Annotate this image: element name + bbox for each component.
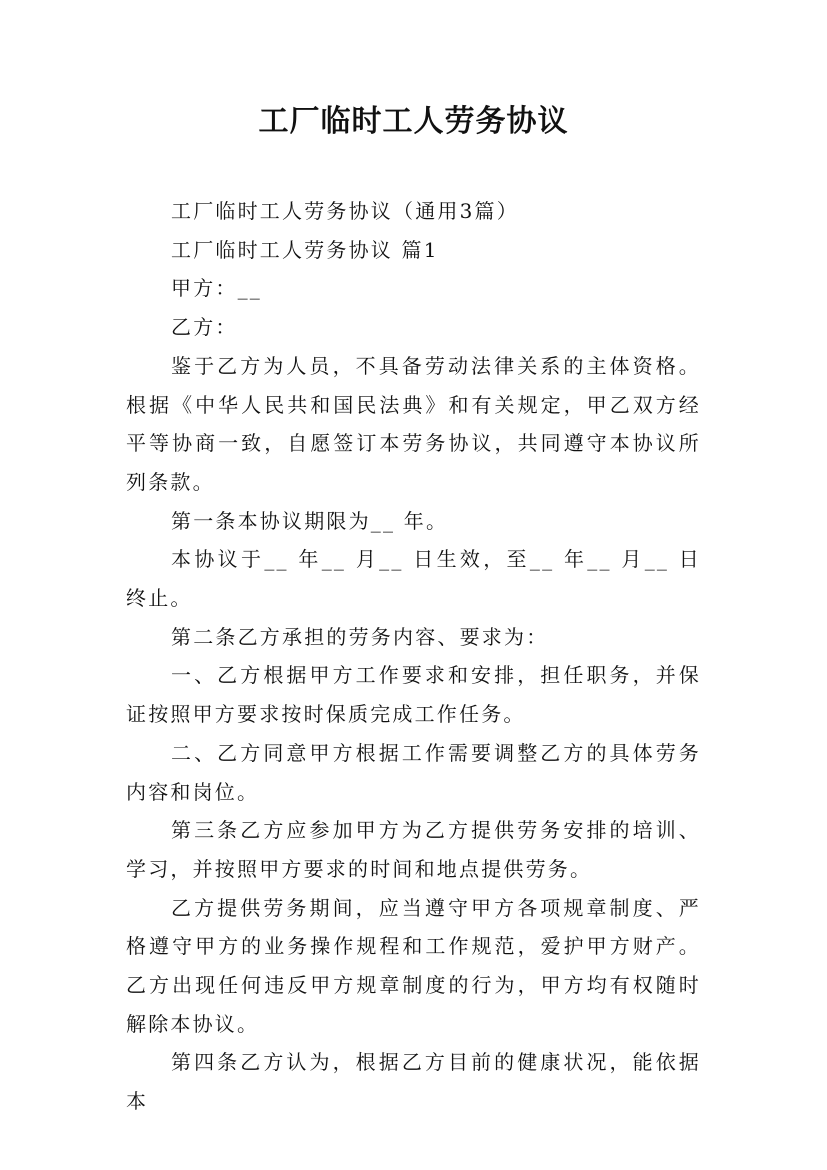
effective-date-paragraph: 本协议于__ 年__ 月__ 日生效，至__ 年__ 月__ 日终止。: [126, 547, 701, 611]
party-b-line: 乙方：: [171, 315, 238, 340]
conduct-paragraph: 乙方提供劳务期间，应当遵守甲方各项规章制度、严格遵守甲方的业务操作规程和工作规范，爱护甲方财产。乙方出现任何违反甲方规章制度的行为，甲方均有权随时解除本协议。: [126, 895, 701, 1036]
article-3-paragraph: 第三条乙方应参加甲方为乙方提供劳务安排的培训、学习，并按照甲方要求的时间和地点提供劳务。: [126, 818, 701, 881]
article-2-paragraph: 第二条乙方承担的劳务内容、要求为：: [171, 624, 549, 649]
document-body: [126, 192, 701, 1121]
document-title: 工厂临时工人劳务协议: [258, 104, 569, 139]
article-2-item-1-paragraph: 一、乙方根据甲方工作要求和安排，担任职务，并保证按照甲方要求按时保质完成工作任务。: [126, 663, 701, 727]
preamble-paragraph: 鉴于乙方为人员，不具备劳动法律关系的主体资格。根据《中华人民共和国民法典》和有关规定，甲乙双方经平等协商一致，自愿签订本劳务协议，共同遵守本协议所列条款。: [126, 353, 701, 494]
party-a-line: 甲方：__: [171, 276, 262, 301]
article-1-paragraph: 第一条本协议期限为__ 年。: [171, 508, 449, 533]
subtitle-paragraph: 工厂临时工人劳务协议（通用3篇）: [171, 199, 519, 223]
article-4-paragraph: 第四条乙方认为，根据乙方目前的健康状况，能依据本: [126, 1050, 701, 1114]
article-2-item-2-paragraph: 二、乙方同意甲方根据工作需要调整乙方的具体劳务内容和岗位。: [126, 740, 701, 804]
section-heading: 工厂临时工人劳务协议 篇1: [171, 237, 439, 262]
